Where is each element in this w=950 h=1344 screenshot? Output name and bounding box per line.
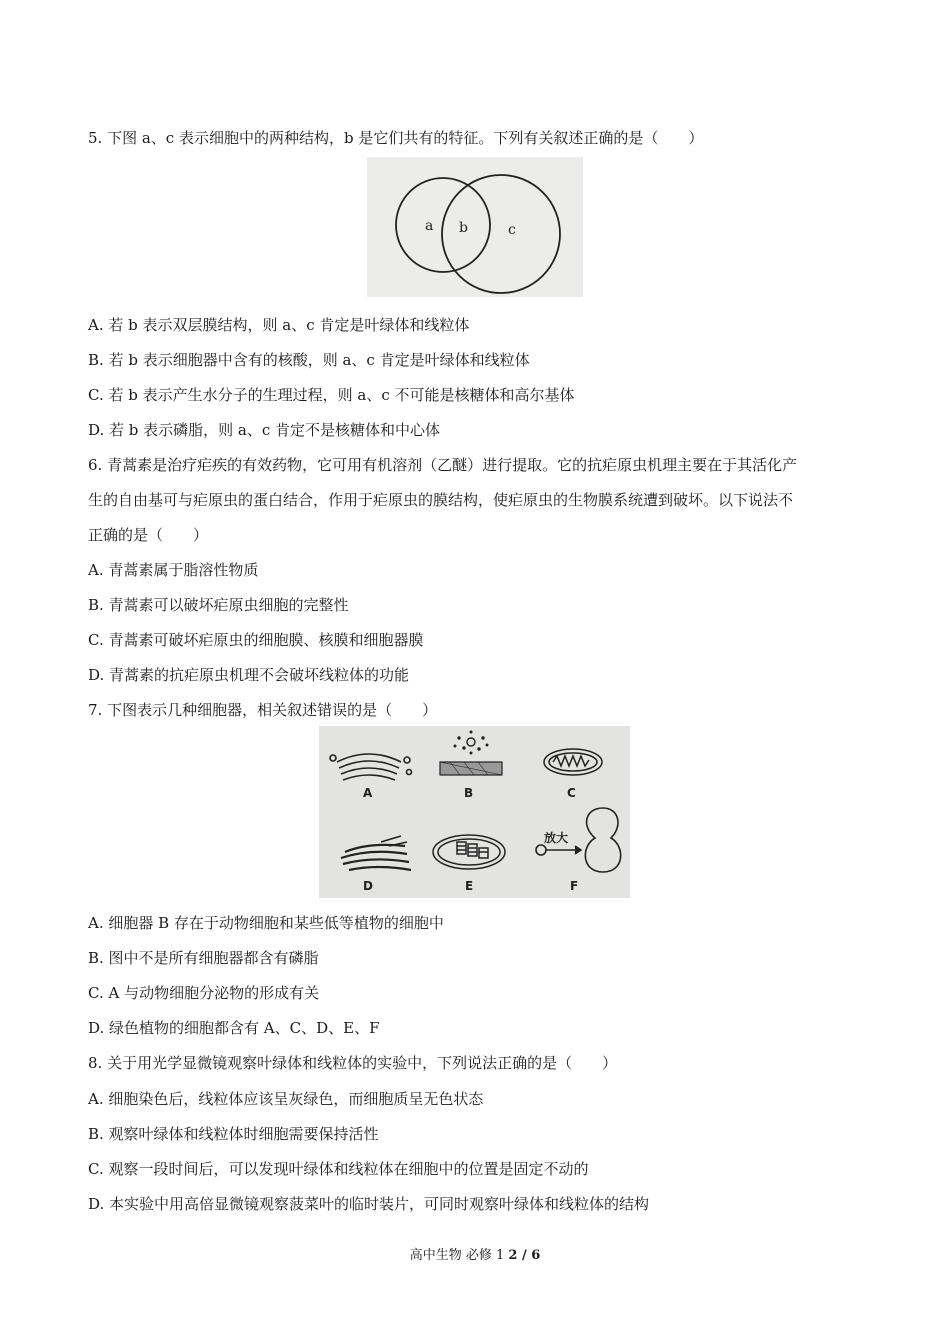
- q5-venn-figure: [367, 157, 583, 297]
- footer-separator: /: [517, 1248, 532, 1263]
- q6-stem-line1: 6. 青蒿素是治疗疟疾的有效药物，它可用有机溶剂（乙醚）进行提取。它的抗疟原虫机理主要在于其活化产: [88, 456, 798, 474]
- footer-page-number: 2: [508, 1248, 518, 1263]
- q7-option-d: D. 绿色植物的细胞都含有 A、C、D、E、F: [88, 1019, 380, 1037]
- label-C: C: [567, 786, 576, 800]
- q8-stem: 8. 关于用光学显微镜观察叶绿体和线粒体的实验中，下列说法正确的是（ ）: [88, 1054, 618, 1072]
- endoplasmic-reticulum-icon: [341, 836, 411, 870]
- q5-option-c: C. 若 b 表示产生水分子的生理过程，则 a、c 不可能是核糖体和高尔基体: [88, 386, 575, 404]
- q7-organelle-figure: [319, 726, 630, 898]
- mitochondrion-icon: [544, 749, 602, 775]
- q6-option-d: D. 青蒿素的抗疟原虫机理不会破坏线粒体的功能: [88, 666, 410, 684]
- label-B: B: [464, 786, 474, 800]
- label-F: F: [570, 879, 579, 893]
- label-D: D: [363, 879, 373, 893]
- q8-option-b: B. 观察叶绿体和线粒体时细胞需要保持活性: [88, 1125, 379, 1143]
- q5-option-a: A. 若 b 表示双层膜结构，则 a、c 肯定是叶绿体和线粒体: [88, 316, 470, 334]
- q7-stem: 7. 下图表示几种细胞器，相关叙述错误的是（ ）: [88, 701, 438, 719]
- q6-option-c: C. 青蒿素可破坏疟原虫的细胞膜、核膜和细胞器膜: [88, 631, 424, 649]
- q7-option-a: A. 细胞器 B 存在于动物细胞和某些低等植物的细胞中: [88, 914, 444, 932]
- footer-course: 高中生物 必修 1: [409, 1248, 509, 1263]
- q7-option-c: C. A 与动物细胞分泌物的形成有关: [88, 984, 320, 1002]
- venn-label-a: a: [425, 218, 434, 234]
- q6-option-a: A. 青蒿素属于脂溶性物质: [88, 561, 259, 579]
- label-A: A: [363, 786, 373, 800]
- q8-option-d: D. 本实验中用高倍显微镜观察菠菜叶的临时装片，可同时观察叶绿体和线粒体的结构: [88, 1195, 650, 1213]
- q6-stem-line3: 正确的是（ ）: [88, 526, 209, 544]
- q6-option-b: B. 青蒿素可以破坏疟原虫细胞的完整性: [88, 596, 349, 614]
- q5-stem: 5. 下图 a、c 表示细胞中的两种结构，b 是它们共有的特征。下列有关叙述正确的是（ ）: [88, 129, 704, 147]
- chloroplast-icon: [433, 835, 505, 869]
- q8-option-a: A. 细胞染色后，线粒体应该呈灰绿色，而细胞质呈无色状态: [88, 1090, 484, 1108]
- q5-option-d: D. 若 b 表示磷脂，则 a、c 肯定不是核糖体和中心体: [88, 421, 441, 439]
- centriole-icon: [440, 731, 502, 775]
- q7-option-b: B. 图中不是所有细胞器都含有磷脂: [88, 949, 319, 967]
- golgi-apparatus-icon: [330, 754, 412, 780]
- label-E: E: [465, 879, 474, 893]
- page-footer: [0, 1247, 950, 1265]
- q8-option-c: C. 观察一段时间后，可以发现叶绿体和线粒体在细胞中的位置是固定不动的: [88, 1160, 589, 1178]
- venn-label-b: b: [459, 220, 468, 236]
- footer-page-total: 6: [531, 1248, 541, 1263]
- q5-option-b: B. 若 b 表示细胞器中含有的核酸，则 a、c 肯定是叶绿体和线粒体: [88, 351, 530, 369]
- label-magnify: 放大: [544, 831, 569, 845]
- q6-stem-line2: 生的自由基可与疟原虫的蛋白结合，作用于疟原虫的膜结构，使疟原虫的生物膜系统遭到破坏。以下说法不: [88, 491, 794, 509]
- venn-label-c: c: [508, 222, 516, 238]
